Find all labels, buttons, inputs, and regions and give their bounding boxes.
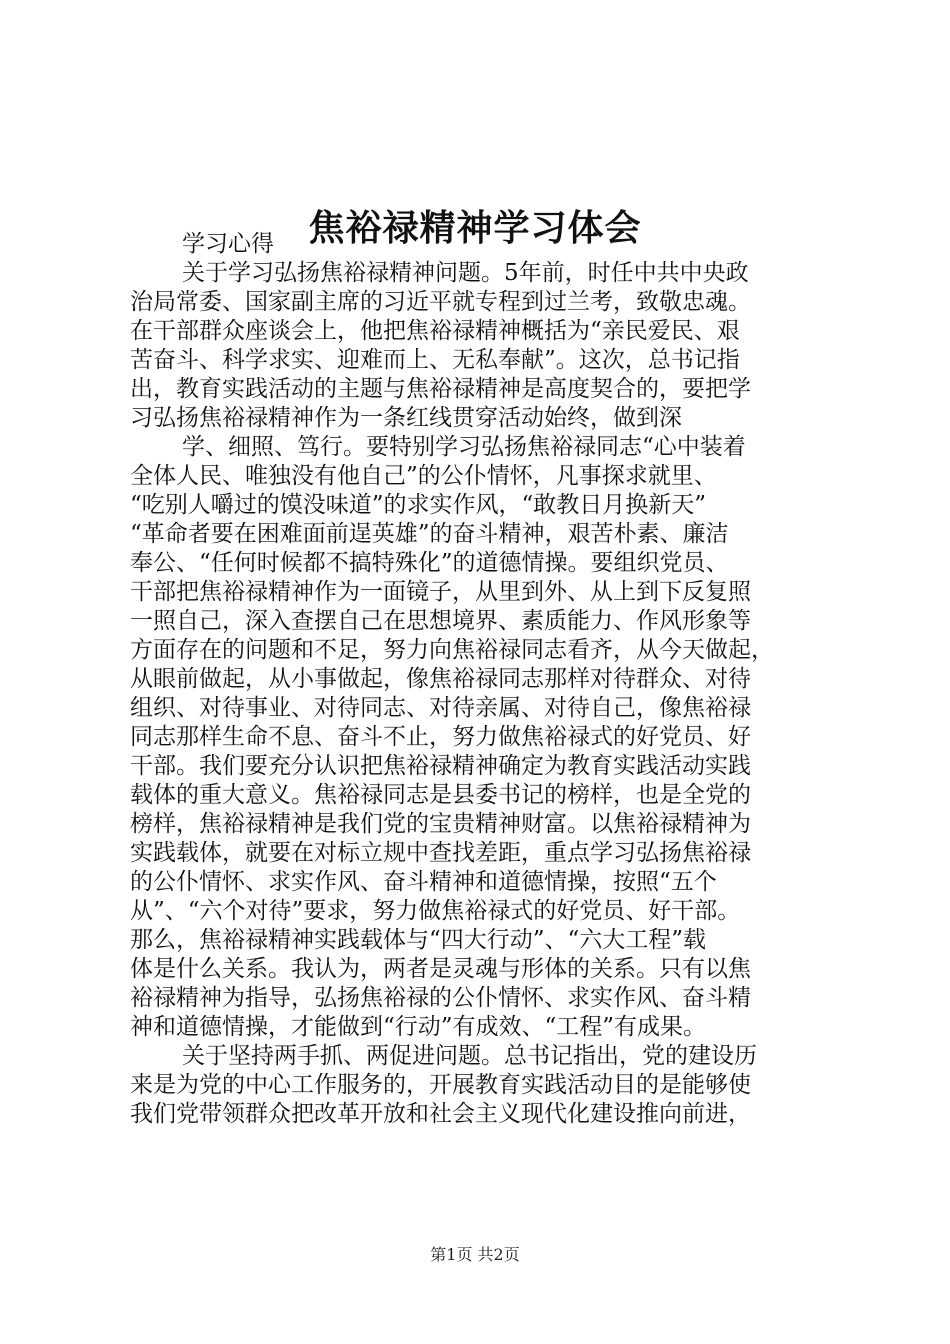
text-line: 从眼前做起，从小事做起，像焦裕禄同志那样对待群众、对待	[130, 666, 751, 692]
text-line: 治局常委、国家副主席的习近平就专程到过兰考，致敬忠魂。	[130, 289, 751, 315]
text-line: “革命者要在困难面前逞英雄”的奋斗精神，艰苦朴素、廉洁	[130, 521, 729, 547]
text-line: 从”、“六个对待”要求，努力做焦裕禄式的好党员、好干部。	[130, 898, 741, 924]
text-line: 在干部群众座谈会上，他把焦裕禄精神概括为“亲民爱民、艰	[130, 318, 740, 344]
text-line: 组织、对待事业、对待同志、对待亲属、对待自己，像焦裕禄	[130, 695, 751, 721]
text-line: 实践载体，就要在对标立规中查找差距，重点学习弘扬焦裕禄	[130, 840, 751, 866]
text-line: 出，教育实践活动的主题与焦裕禄精神是高度契合的，要把学	[130, 376, 751, 402]
text-line: 神和道德情操，才能做到“行动”有成效、“工程”有成果。	[130, 1014, 707, 1040]
text-line: 同志那样生命不息、奋斗不止，努力做焦裕禄式的好党员、好	[130, 724, 751, 750]
text-line: 全体人民、唯独没有他自己”的公仆情怀，凡事探求就里、	[130, 463, 717, 489]
text-line: 关于学习弘扬焦裕禄精神问题。5年前，时任中共中央政	[182, 260, 749, 286]
text-line: 榜样，焦裕禄精神是我们党的宝贵精神财富。以焦裕禄精神为	[130, 811, 751, 837]
text-line: 我们党带领群众把改革开放和社会主义现代化建设推向前进，	[130, 1101, 751, 1127]
document-body	[130, 230, 830, 1129]
text-line: 奉公、“任何时候都不搞特殊化”的道德情操。要组织党员、	[130, 550, 729, 576]
text-line: 干部。我们要充分认识把焦裕禄精神确定为教育实践活动实践	[130, 753, 751, 779]
text-line: 苦奋斗、科学求实、迎难而上、无私奉献”。这次，总书记指	[130, 347, 740, 373]
text-line: 方面存在的问题和不足，努力向焦裕禄同志看齐，从今天做起，	[130, 637, 774, 663]
text-line: 的公仆情怀、求实作风、奋斗精神和道德情操，按照“五个	[130, 869, 717, 895]
text-line: 关于坚持两手抓、两促进问题。总书记指出，党的建设历	[182, 1043, 757, 1069]
page-footer: 第1页 共2页	[430, 1245, 520, 1264]
document-title: 焦裕禄精神学习体会	[308, 207, 642, 250]
text-line: 干部把焦裕禄精神作为一面镜子，从里到外、从上到下反复照	[130, 579, 751, 605]
text-line: 学、细照、笃行。要特别学习弘扬焦裕禄同志“心中装着	[182, 434, 746, 460]
text-line: 载体的重大意义。焦裕禄同志是县委书记的榜样，也是全党的	[130, 782, 751, 808]
text-line: 习弘扬焦裕禄精神作为一条红线贯穿活动始终，做到深	[130, 405, 682, 431]
text-line: 裕禄精神为指导，弘扬焦裕禄的公仆情怀、求实作风、奋斗精	[130, 985, 751, 1011]
text-line: 来是为党的中心工作服务的，开展教育实践活动目的是能够使	[130, 1072, 751, 1098]
text-line: 学习心得	[182, 231, 274, 257]
text-line: 体是什么关系。我认为，两者是灵魂与形体的关系。只有以焦	[130, 956, 751, 982]
text-line: “吃别人嚼过的馍没味道”的求实作风，“敢教日月换新天”	[130, 492, 707, 518]
text-line: 一照自己，深入查摆自己在思想境界、素质能力、作风形象等	[130, 608, 751, 634]
text-line: 那么，焦裕禄精神实践载体与“四大行动”、“六大工程”载	[130, 927, 707, 953]
